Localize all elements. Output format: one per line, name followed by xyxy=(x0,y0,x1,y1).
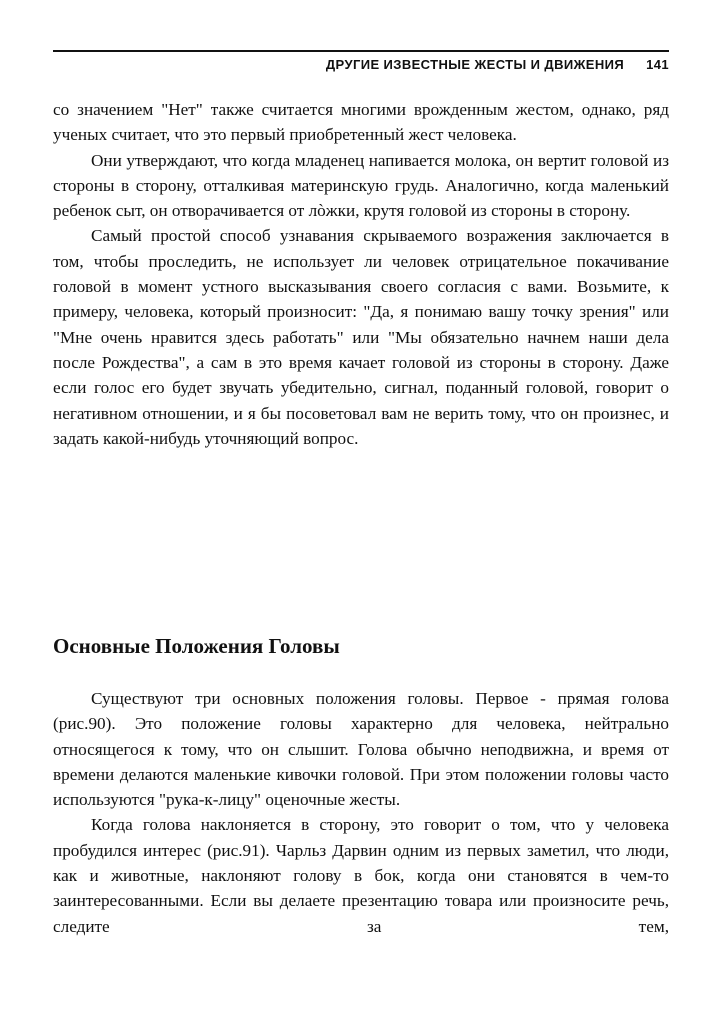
paragraph: Существуют три основных положения головы. Первое - прямая голова (рис.90). Это положение головы характерно для человека, нейтрально относящегося к тому, что он слышит. Голова обычно неподвижна, и время от времени делаются маленькие кивочки головой. При этом положении головы часто используются "рука-к-лицу" оценочные жесты. xyxy=(53,689,669,810)
text-block-bottom xyxy=(53,686,669,939)
running-title: ДРУГИЕ ИЗВЕСТНЫЕ ЖЕСТЫ И ДВИЖЕНИЯ xyxy=(325,57,625,72)
text-block-top xyxy=(53,97,669,451)
paragraph-continued: со значением "Нет" также считается многими врожденным жестом, однако, ряд ученых считает, что это первый приобретенный жест человека. xyxy=(53,100,669,145)
paragraph: Они утверждают, что когда младенец напивается молока, он вертит головой из стороны в сторону, отталкивая материнскую грудь. Аналогично, когда маленький ребенок сыт, он отворачивается от лòжки, крутя головой из стороны в сторону. xyxy=(53,150,669,221)
paragraph: Самый простой способ узнавания скрываемого возражения заключается в том, чтобы проследить, не использует ли человек отрицательное покачивание головой в момент устного высказывания своего согласия с вами. Возьмите, к примеру, человека, который произносит: "Да, я понимаю вашу точку зрения" или "Мне очень нравится здесь работать" или "Мы обязательно начнем наши дела после Рождества", а сам в это время качает головой из стороны в сторону. Даже если голос его будет звучать убедительно, сигнал, поданный головой, говорит о негативном отношении, и я бы посоветовал вам не верить тому, что он произнес, и задать какой-нибудь уточняющий вопрос. xyxy=(53,226,669,448)
page-number: 141 xyxy=(646,57,669,72)
paragraph: Когда голова наклоняется в сторону, это говорит о том, что у человека пробудился интерес (рис.91). Чарльз Дарвин одним из первых заметил, что люди, как и животные, наклоняют голову в бок, когда они становятся в чем-то заинтересованными. Если вы делаете презентацию товара или произносите речь, следите за тем, xyxy=(53,815,669,936)
running-header xyxy=(53,50,669,72)
section-heading: Основные Положения Головы xyxy=(53,634,340,658)
